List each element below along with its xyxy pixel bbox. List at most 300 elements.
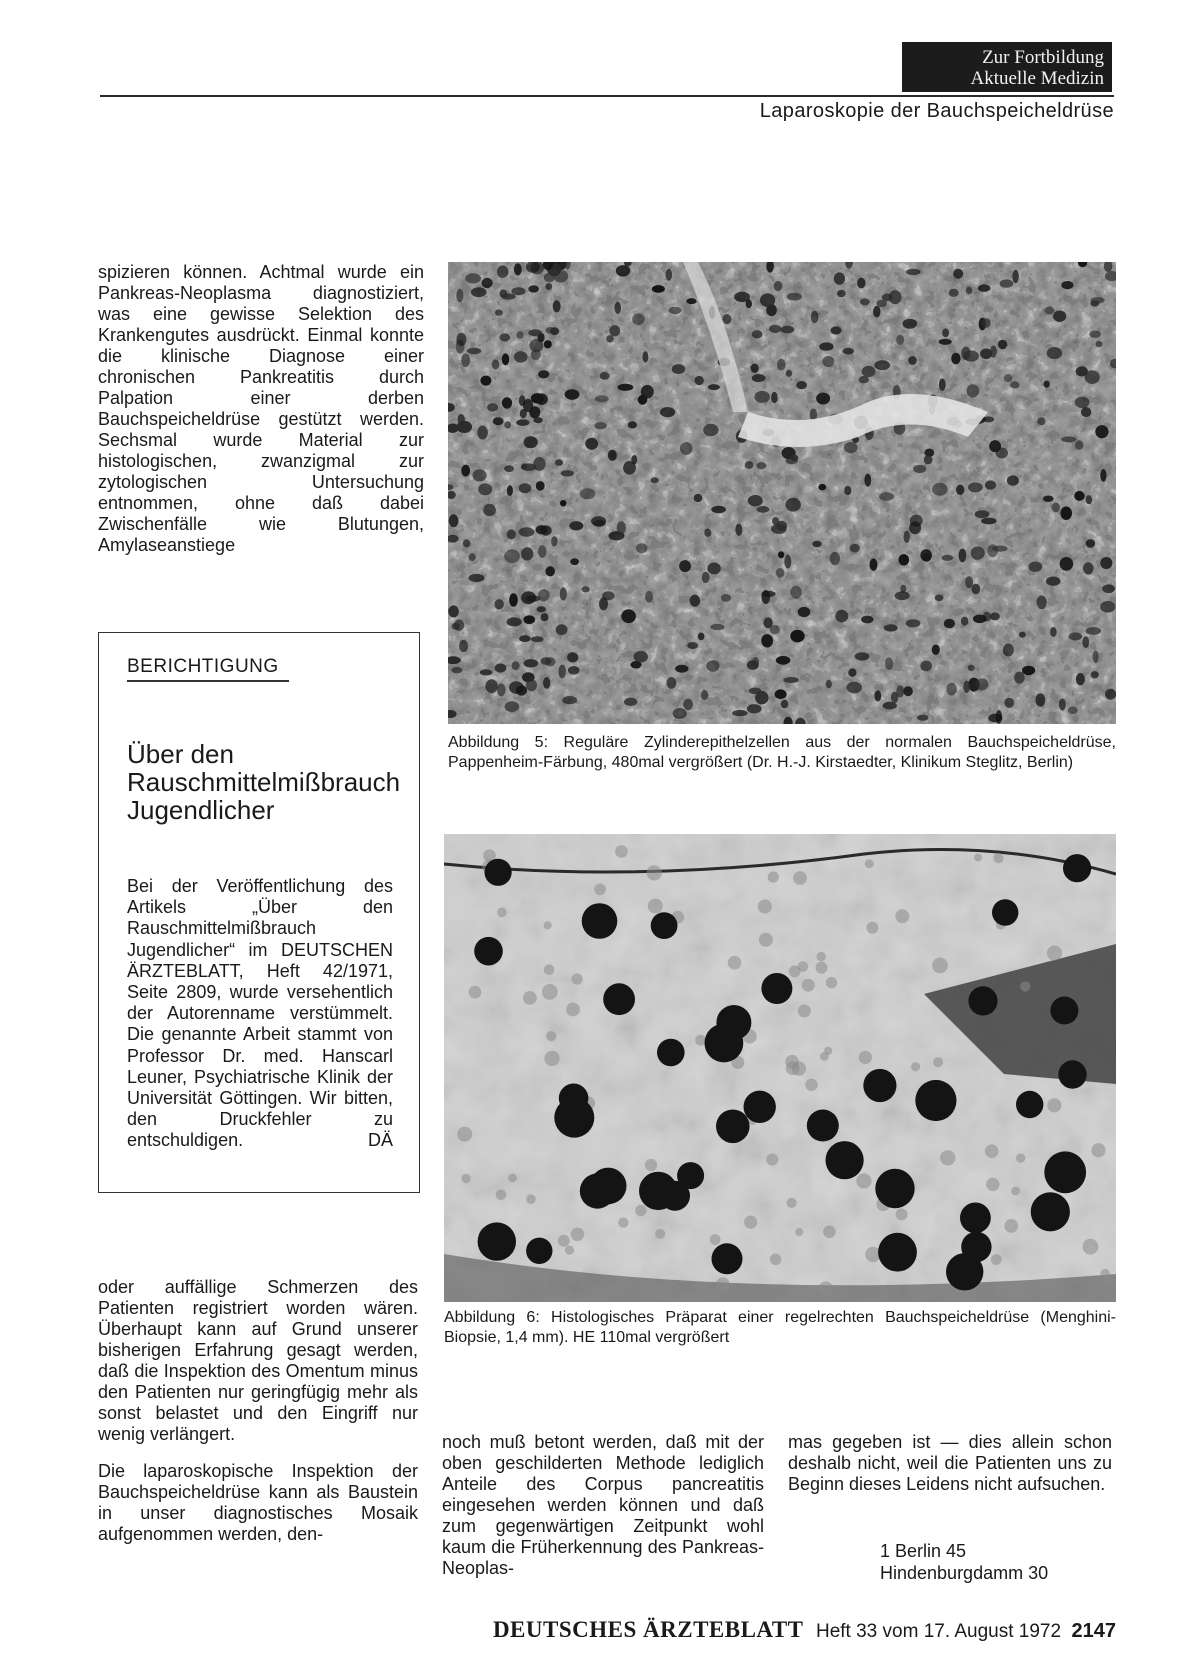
nucleus-mark xyxy=(603,983,635,1015)
nucleus-mark xyxy=(830,552,840,565)
nucleus-mark xyxy=(541,613,549,621)
nucleus-mark xyxy=(932,483,948,496)
nucleus-mark xyxy=(467,348,481,354)
nucleus-mark xyxy=(762,591,776,597)
nucleus-mark xyxy=(960,1203,991,1234)
nucleus-mark xyxy=(917,715,928,721)
nucleus-mark xyxy=(712,1243,743,1274)
nucleus-mark xyxy=(537,606,546,612)
nucleus-mark xyxy=(885,657,893,670)
nucleus-mark xyxy=(1019,632,1026,638)
cell-mark xyxy=(820,1052,829,1061)
nucleus-mark xyxy=(528,329,542,336)
cell-mark xyxy=(805,1079,817,1091)
cell-mark xyxy=(457,1127,472,1142)
cell-mark xyxy=(823,1226,836,1239)
nucleus-mark xyxy=(618,384,634,391)
nucleus-mark xyxy=(716,1110,750,1144)
nucleus-mark xyxy=(514,351,528,362)
nucleus-mark xyxy=(519,527,535,537)
nucleus-mark xyxy=(1010,381,1019,388)
nucleus-mark xyxy=(651,912,678,939)
nucleus-mark xyxy=(533,457,545,471)
nucleus-mark xyxy=(1095,341,1102,347)
nucleus-mark xyxy=(761,973,792,1004)
journal-name: DEUTSCHES ÄRZTEBLATT xyxy=(492,1617,804,1642)
nucleus-mark xyxy=(771,392,778,403)
nucleus-mark xyxy=(504,421,511,428)
nucleus-mark xyxy=(1046,577,1061,586)
nucleus-mark xyxy=(1044,307,1054,315)
nucleus-mark xyxy=(666,269,673,281)
nucleus-mark xyxy=(533,417,542,423)
nucleus-mark xyxy=(1028,562,1042,572)
cell-mark xyxy=(546,1031,556,1041)
nucleus-mark xyxy=(495,309,503,315)
nucleus-mark xyxy=(744,1091,776,1123)
page-number: 2147 xyxy=(1071,1620,1116,1642)
nucleus-mark xyxy=(477,426,488,440)
nucleus-mark xyxy=(516,685,527,695)
cell-mark xyxy=(1100,1269,1109,1278)
nucleus-mark xyxy=(582,586,590,592)
nucleus-mark xyxy=(531,393,544,403)
nucleus-mark xyxy=(505,701,520,712)
nucleus-mark xyxy=(452,623,460,630)
cell-mark xyxy=(728,956,742,970)
nucleus-mark xyxy=(1095,425,1108,438)
nucleus-mark xyxy=(543,677,550,689)
cell-mark xyxy=(544,1051,559,1066)
nucleus-mark xyxy=(1037,596,1047,610)
nucleus-mark xyxy=(961,1232,991,1262)
nucleus-mark xyxy=(1075,397,1090,408)
nucleus-mark xyxy=(521,591,536,604)
nucleus-mark xyxy=(1100,469,1106,482)
nucleus-mark xyxy=(480,669,493,675)
nucleus-mark xyxy=(1076,673,1085,685)
nucleus-mark xyxy=(981,318,991,328)
nucleus-mark xyxy=(616,265,630,276)
cell-mark xyxy=(744,1216,757,1229)
nucleus-mark xyxy=(657,1039,685,1067)
correction-body: Bei der Veröffentlichung des Artikels „Über den Rauschmittelmißbrauch Jugendlicher“ im DEUTSCHEN ÄRZTEBLATT, Heft 42/1971, Seite 2809, wurde versehentlich der Autorenname verstümmelt. Die genannte Arbeit stammt von Professor Dr. med. Hanscarl Leuner, Psychiatrische Klinik der Universität Göttingen. Wir bitten, den Druckfehler zu entschuldigen. xyxy=(127,876,393,1151)
nucleus-mark xyxy=(602,591,614,600)
nucleus-mark xyxy=(677,1162,704,1189)
nucleus-mark xyxy=(683,699,693,711)
nucleus-mark xyxy=(831,326,842,334)
nucleus-mark xyxy=(568,666,580,675)
nucleus-mark xyxy=(606,335,613,342)
nucleus-mark xyxy=(694,494,703,502)
cell-mark xyxy=(785,1055,799,1069)
cell-mark xyxy=(859,1051,872,1064)
nucleus-mark xyxy=(504,549,520,563)
nucleus-mark xyxy=(932,645,940,655)
cell-mark xyxy=(497,908,507,918)
nucleus-mark xyxy=(873,306,880,318)
figure-6-micrograph xyxy=(444,834,1116,1302)
nucleus-mark xyxy=(949,289,959,297)
nucleus-mark xyxy=(908,356,917,365)
nucleus-mark xyxy=(909,521,921,534)
nucleus-mark xyxy=(1082,636,1089,648)
cell-mark xyxy=(802,979,815,992)
nucleus-mark xyxy=(757,462,767,469)
nucleus-mark xyxy=(686,298,696,304)
nucleus-mark xyxy=(1089,331,1101,338)
nucleus-mark xyxy=(847,682,863,694)
cell-mark xyxy=(826,977,837,988)
nucleus-mark xyxy=(1000,279,1014,287)
nucleus-mark xyxy=(497,683,505,696)
nucleus-mark xyxy=(471,287,487,297)
nucleus-mark xyxy=(761,634,773,647)
figure-5-micrograph xyxy=(448,262,1116,724)
correction-signature: DÄ xyxy=(367,1130,393,1151)
nucleus-mark xyxy=(558,665,566,679)
nucleus-mark xyxy=(774,281,783,291)
nucleus-mark xyxy=(555,459,563,466)
nucleus-mark xyxy=(519,635,531,642)
cell-mark xyxy=(896,1208,908,1220)
cell-mark xyxy=(594,884,606,896)
nucleus-mark xyxy=(493,417,504,425)
nucleus-mark xyxy=(1102,584,1115,593)
nucleus-mark xyxy=(812,541,821,547)
nucleus-mark xyxy=(998,340,1007,349)
nucleus-mark xyxy=(798,607,811,617)
cell-mark xyxy=(817,952,826,961)
nucleus-mark xyxy=(968,665,975,671)
nucleus-mark xyxy=(781,326,795,334)
address-line-1: 1 Berlin 45 xyxy=(880,1541,967,1561)
nucleus-mark xyxy=(483,504,496,516)
cell-mark xyxy=(1091,1143,1105,1157)
nucleus-mark xyxy=(1074,491,1084,501)
nucleus-mark xyxy=(913,465,926,473)
nucleus-mark xyxy=(807,1110,839,1142)
cell-mark xyxy=(770,1254,782,1266)
nucleus-mark xyxy=(521,547,533,560)
cell-mark xyxy=(565,1246,574,1255)
nucleus-mark xyxy=(965,576,973,588)
nucleus-mark xyxy=(784,555,791,569)
nucleus-mark xyxy=(609,325,620,336)
nucleus-mark xyxy=(978,284,991,291)
nucleus-mark xyxy=(538,589,549,601)
nucleus-mark xyxy=(989,440,1001,452)
nucleus-mark xyxy=(614,302,621,314)
nucleus-mark xyxy=(673,708,687,719)
cell-mark xyxy=(523,991,537,1005)
nucleus-mark xyxy=(891,692,898,704)
nucleus-mark xyxy=(531,349,541,360)
nucleus-mark xyxy=(721,594,731,602)
nucleus-mark xyxy=(560,587,567,600)
figure-5-caption: Abbildung 5: Reguläre Zylinderepithelzellen aus der normalen Bauchspeicheldrüse, Pappenheim-Färbung, 480mal vergrößert (Dr. H.-J. Kirstaedter, Klinikum Steglitz, Berlin) xyxy=(448,734,1116,771)
nucleus-mark xyxy=(1043,496,1054,502)
nucleus-mark xyxy=(641,385,654,399)
nucleus-mark xyxy=(521,463,527,469)
nucleus-mark xyxy=(650,477,658,483)
nucleus-mark xyxy=(818,484,826,490)
nucleus-mark xyxy=(878,1233,917,1272)
nucleus-mark xyxy=(1036,693,1046,707)
nucleus-mark xyxy=(494,599,504,609)
nucleus-mark xyxy=(915,1080,956,1121)
nucleus-mark xyxy=(860,299,870,306)
nucleus-mark xyxy=(478,483,492,495)
nucleus-mark xyxy=(501,293,515,299)
nucleus-mark xyxy=(1091,671,1099,678)
nucleus-mark xyxy=(711,506,726,513)
nucleus-mark xyxy=(473,469,487,481)
nucleus-mark xyxy=(843,348,854,355)
nucleus-mark xyxy=(875,1169,914,1208)
nucleus-mark xyxy=(1044,381,1050,388)
correction-text xyxy=(127,876,393,1152)
cell-mark xyxy=(793,871,807,885)
nucleus-mark xyxy=(631,455,637,464)
nucleus-mark xyxy=(903,686,913,696)
nucleus-mark xyxy=(944,619,955,629)
nucleus-mark xyxy=(786,370,792,377)
cell-mark xyxy=(768,872,779,883)
cell-mark xyxy=(986,1178,999,1191)
nucleus-mark xyxy=(863,1069,896,1102)
nucleus-mark xyxy=(904,531,910,543)
cell-mark xyxy=(766,1153,778,1165)
nucleus-mark xyxy=(787,293,802,301)
nucleus-mark xyxy=(463,539,470,547)
cell-mark xyxy=(710,1234,721,1245)
nucleus-mark xyxy=(778,551,784,558)
nucleus-mark xyxy=(796,381,807,389)
nucleus-mark xyxy=(1058,1060,1086,1088)
nucleus-mark xyxy=(946,683,956,696)
nucleus-mark xyxy=(448,605,459,617)
nucleus-mark xyxy=(1081,407,1091,417)
nucleus-mark xyxy=(1004,698,1014,708)
nucleus-mark xyxy=(963,681,970,693)
nucleus-mark xyxy=(864,474,871,487)
cell-mark xyxy=(542,984,558,1000)
nucleus-mark xyxy=(502,353,509,365)
nucleus-mark xyxy=(482,278,493,288)
nucleus-mark xyxy=(968,986,997,1015)
nucleus-mark xyxy=(857,278,865,289)
nucleus-mark xyxy=(776,521,787,531)
nucleus-mark xyxy=(1053,311,1066,322)
nucleus-mark xyxy=(551,536,557,546)
cell-mark xyxy=(635,1205,646,1216)
nucleus-mark xyxy=(775,689,787,699)
nucleus-mark xyxy=(469,553,476,561)
nucleus-mark xyxy=(1014,671,1024,683)
nucleus-mark xyxy=(935,595,944,602)
nucleus-mark xyxy=(672,364,685,374)
nucleus-mark xyxy=(679,560,691,572)
nucleus-mark xyxy=(516,419,529,426)
nucleus-mark xyxy=(1044,1151,1086,1193)
nucleus-mark xyxy=(585,438,598,450)
nucleus-mark xyxy=(528,285,539,292)
nucleus-mark xyxy=(968,483,983,493)
nucleus-mark xyxy=(591,516,606,526)
nucleus-mark xyxy=(844,442,858,453)
figure-6-caption: Abbildung 6: Histologisches Präparat einer regelrechten Bauchspeicheldrüse (Menghini-Biopsie, 1,4 mm). HE 110mal vergrößert xyxy=(444,1309,1116,1346)
nucleus-mark xyxy=(735,524,742,536)
author-address xyxy=(880,1540,1120,1584)
cell-mark xyxy=(716,1277,730,1291)
cell-mark xyxy=(1047,945,1062,960)
nucleus-mark xyxy=(1068,632,1082,640)
nucleus-mark xyxy=(734,292,750,302)
nucleus-mark xyxy=(512,661,520,670)
nucleus-mark xyxy=(507,529,516,539)
cell-mark xyxy=(461,1174,470,1183)
nucleus-mark xyxy=(545,566,555,576)
nucleus-mark xyxy=(600,372,610,380)
page-footer xyxy=(460,1617,1116,1643)
cell-mark xyxy=(1047,1098,1061,1112)
cell-mark xyxy=(940,1150,955,1165)
nucleus-mark xyxy=(608,450,617,461)
nucleus-mark xyxy=(1061,281,1073,289)
nucleus-mark xyxy=(459,640,468,652)
section-label-line1: Zur Fortbildung xyxy=(982,47,1104,68)
nucleus-mark xyxy=(961,617,968,626)
nucleus-mark xyxy=(1050,997,1078,1025)
nucleus-mark xyxy=(524,436,538,448)
nucleus-mark xyxy=(980,349,992,360)
cell-mark xyxy=(508,1174,517,1183)
nucleus-mark xyxy=(540,657,551,665)
nucleus-mark xyxy=(906,269,921,275)
nucleus-mark xyxy=(745,461,754,469)
cell-mark xyxy=(993,853,1003,863)
nucleus-mark xyxy=(783,677,799,683)
nucleus-mark xyxy=(956,485,964,495)
nucleus-mark xyxy=(698,633,705,641)
nucleus-mark xyxy=(751,364,759,373)
nucleus-mark xyxy=(628,421,637,428)
nucleus-mark xyxy=(595,395,609,402)
nucleus-mark xyxy=(953,269,963,279)
nucleus-mark xyxy=(889,290,902,304)
nucleus-mark xyxy=(1075,440,1083,450)
cell-mark xyxy=(655,1229,665,1239)
nucleus-mark xyxy=(708,384,720,390)
nucleus-mark xyxy=(695,376,704,385)
cell-mark xyxy=(571,1228,585,1242)
nucleus-mark xyxy=(554,1098,594,1138)
nucleus-mark xyxy=(855,652,870,660)
nucleus-mark xyxy=(570,558,579,565)
cell-mark xyxy=(526,1194,536,1204)
nucleus-mark xyxy=(971,584,980,595)
nucleus-mark xyxy=(1061,436,1076,442)
nucleus-mark xyxy=(701,690,708,700)
nucleus-mark xyxy=(642,351,648,362)
cell-mark xyxy=(648,899,663,914)
middle-column-text: noch muß betont werden, daß mit der oben geschilderten Methode lediglich Anteile des Corpus pancreatitis eingesehen werden können und daß zum gegenwärtigen Zeitpunkt wohl kaum die Früherkennung des Pankreas-Neoplas- xyxy=(442,1432,764,1578)
nucleus-mark xyxy=(777,359,786,371)
nucleus-mark xyxy=(1003,644,1014,657)
nucleus-mark xyxy=(456,289,463,303)
nucleus-mark xyxy=(981,518,997,525)
nucleus-mark xyxy=(1086,627,1101,635)
cell-mark xyxy=(544,921,552,929)
cell-mark xyxy=(816,962,828,974)
nucleus-mark xyxy=(704,529,711,537)
nucleus-mark xyxy=(903,319,918,329)
nucleus-mark xyxy=(1086,539,1095,548)
nucleus-mark xyxy=(538,545,546,558)
nucleus-mark xyxy=(624,698,637,706)
nucleus-mark xyxy=(561,470,574,476)
nucleus-mark xyxy=(526,679,537,691)
cell-mark xyxy=(818,1281,833,1296)
nucleus-mark xyxy=(702,572,710,583)
nucleus-mark xyxy=(811,311,819,323)
nucleus-mark xyxy=(951,353,960,365)
nucleus-mark xyxy=(469,574,485,582)
cell-mark xyxy=(647,865,662,880)
nucleus-mark xyxy=(509,593,518,606)
cell-mark xyxy=(787,1198,797,1208)
nucleus-mark xyxy=(507,617,522,626)
nucleus-mark xyxy=(703,424,718,436)
nucleus-mark xyxy=(942,328,949,337)
cell-mark xyxy=(496,1190,507,1201)
nucleus-mark xyxy=(879,492,894,500)
nucleus-mark xyxy=(939,379,946,391)
nucleus-mark xyxy=(1022,666,1035,676)
nucleus-mark xyxy=(706,660,719,672)
nucleus-mark xyxy=(752,657,759,667)
cell-mark xyxy=(544,964,555,975)
nucleus-mark xyxy=(562,696,577,704)
nucleus-mark xyxy=(763,617,772,628)
cell-mark xyxy=(991,1254,1002,1265)
nucleus-mark xyxy=(920,549,932,561)
nucleus-mark xyxy=(1050,627,1057,637)
nucleus-mark xyxy=(519,483,532,493)
cell-mark xyxy=(789,966,801,978)
nucleus-mark xyxy=(895,591,910,600)
cell-mark xyxy=(618,1217,628,1227)
nucleus-mark xyxy=(487,403,498,411)
cell-mark xyxy=(469,986,482,999)
nucleus-mark xyxy=(511,287,525,295)
address-line-2: Hindenburgdamm 30 xyxy=(880,1563,1049,1583)
nucleus-mark xyxy=(1052,503,1060,513)
left-paragraph-2: Die laparoskopische Inspektion der Bauchspeicheldrüse kann als Baustein in unser diagnostisches Mosaik aufgenommen werden, den- xyxy=(98,1461,418,1544)
nucleus-mark xyxy=(675,665,688,673)
nucleus-mark xyxy=(884,624,898,631)
nucleus-mark xyxy=(1016,1091,1043,1118)
nucleus-mark xyxy=(987,544,998,557)
nucleus-mark xyxy=(760,293,775,307)
nucleus-mark xyxy=(634,651,648,663)
nucleus-mark xyxy=(660,407,675,417)
nucleus-mark xyxy=(1086,495,1092,504)
cell-mark xyxy=(933,1057,943,1067)
nucleus-mark xyxy=(452,667,463,673)
nucleus-mark xyxy=(514,263,522,275)
